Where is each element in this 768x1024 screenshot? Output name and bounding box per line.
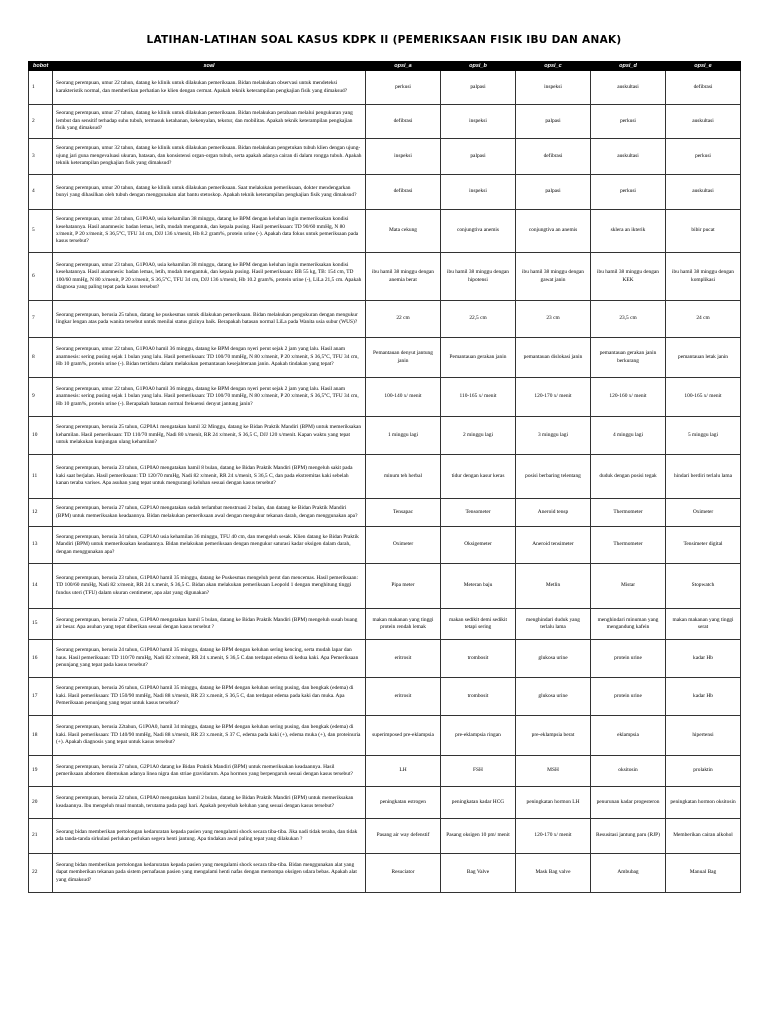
- table-row: [29, 139, 741, 175]
- option-a: makan makanan yang tinggi protein rendah lemak: [366, 609, 441, 640]
- question-table: [28, 61, 741, 893]
- option-b: inspeksi: [441, 175, 516, 210]
- table-row: [29, 455, 741, 499]
- option-d: Thermometer: [591, 499, 666, 527]
- option-c: palpasi: [516, 105, 591, 139]
- option-e: 100-165 x/ menit: [666, 378, 741, 417]
- option-c: Aneroid tensimeter: [516, 527, 591, 564]
- question-text: Seorang bidan memberikan pertolongan kedaruratan kepada pasien yang mengalami shock secara tiba-tiba. Jika nadi tidak teraba, dan tidak ada tanda-tanda sirkulasi perlukan perlukan segera henti jantung. Apa tindakan awal paling tepat yang dilakukan ?: [53, 819, 366, 854]
- option-d: protein urine: [591, 640, 666, 678]
- table-row: [29, 417, 741, 455]
- question-number: 17: [29, 678, 53, 716]
- option-c: 23 cm: [516, 301, 591, 338]
- question-text: Seorang perempuan, berusia 25 tahun, G2P0A1 mengatakan hamil 32 Minggu, datang ke Bidan Praktik Mandiri (BPM) untuk memeriksakan kehamilan. Hasil pemeriksaan: TD 110/70 mmHg, Nadi 80 x/menit, RR 24 x/menit, S 36,5 C, DJJ 120 x/menit. Kapan waktu yang tepat untuk melakukan kunjungan ulang kehamilan?: [53, 417, 366, 455]
- question-text: Seorang perempuan, umur 23 tahun, G1P0A0, usia kehamilan 38 minggu, datang ke BPM dengan keluhan ingin memeriksakan kondisi kesehatannya. Hasil anamnesis: badan lemas, letih, mudah mengantuk, dan kepala pusing. Hasil pemeriksaan: BB 55 kg, TB: 154 cm, TD 100/60 mmHg, N 80 x/menit, P 20 x/menit, S 36,5°C, TFU 34 cm, DJJ 136 x/menit, Hb 10.2 gram%, protein urine (-), LiLa 21,5 cm. Apakah diagnosa yang paling tepat pada kasus tersebut?: [53, 253, 366, 301]
- question-text: Seorang perempuan, umur 27 tahun, datang ke klinik untuk dilakukan pemeriksaan. Bidan melakukan perabaan melalui pengukuran yang lembut dan sensitif terhadap suhu tubuh, termasuk ketahanan, kekenyalan, tekstur, dan mobilitas. Apakah teknik keterampilan pengkajian fisik yang dimaksud?: [53, 105, 366, 139]
- table-row: [29, 175, 741, 210]
- option-d: perkusi: [591, 105, 666, 139]
- option-a: Pasang air way defenstif: [366, 819, 441, 854]
- option-d: penurunan kadar progesteron: [591, 787, 666, 819]
- question-text: Seorang perempuan, umur 22 tahun, datang ke klinik untuk dilakukan pemeriksaan. Bidan melakukan observasi untuk mendeteksi karakteristik normal, dan memberikan perhatian ke klien dengan cermat. Apakah teknik keterampilan pengkajian fisik yang dimaksud?: [53, 71, 366, 105]
- option-d: Ambubag: [591, 854, 666, 893]
- option-c: glukosa urine: [516, 678, 591, 716]
- option-b: trombosit: [441, 678, 516, 716]
- question-text: Seorang perempuan, berusia 23 tahun, G1P0A0 mengatakan hamil 8 bulan, datang ke Bidan Praktik Mandiri (BPM) mengeluh sakit pada kaki saat berjalan. Hasil pemeriksaan: TD 120/70 mmHg, Nadi 82 x/menit, RR 24 x/menit, S 36,5 C, dan pada ekstremitas kaki sebelah kanan teraba varises. Apa asuhan yang tepat untuk mengurangi keluhan sesuai dengan kasus tersebut?: [53, 455, 366, 499]
- question-text: Seorang perempuan, umur 22 tahun, G1P0A0 hamil 36 minggu, datang ke BPM dengan nyeri perut sejak 2 jam yang lalu. Hasil anam anamnesis: sering pusing sejak 1 bulan yang lalu. Hasil pemeriksaan: TD 100/70 mmHg, N 80 x/menit, P 20 x/menit, S 36,5°C, TFU 34 cm, Hb 10 gram%, protein urine (-). Bidan tertiduru dalam melakukan pemantauan kesejahteraan janin. Apakah tindakan yang tepat?: [53, 338, 366, 378]
- option-b: palpasi: [441, 139, 516, 175]
- option-e: prolaktin: [666, 756, 741, 787]
- option-a: defibrasi: [366, 105, 441, 139]
- option-c: glukosa urine: [516, 640, 591, 678]
- option-b: Bag Valve: [441, 854, 516, 893]
- question-number: 9: [29, 378, 53, 417]
- option-d: 4 minggu lagi: [591, 417, 666, 455]
- option-a: 22 cm: [366, 301, 441, 338]
- option-a: Pipa meter: [366, 564, 441, 609]
- question-number: 19: [29, 756, 53, 787]
- option-c: 120-170 x/ menit: [516, 819, 591, 854]
- option-b: FSH: [441, 756, 516, 787]
- option-a: LH: [366, 756, 441, 787]
- table-row: [29, 819, 741, 854]
- table-row: [29, 854, 741, 893]
- question-text: Seorang perempuan, berusia 23 tahun, G1P0A0 hamil 35 minggu, datang ke Puskesmas mengeluh perut dan mencemas. Hasil pemeriksaan: TD 100/60 mmHg, Nadi 82 x/menit, RR 24 x.menit, S 36,5 C. Bidan akan melakukan pemeriksaan Leopold 1 dengan menghitung tinggi fundus uteri (TFU) dalam ukuran centimeter, apa alat yang digunakan?: [53, 564, 366, 609]
- question-number: 12: [29, 499, 53, 527]
- question-number: 22: [29, 854, 53, 893]
- option-c: ibu hamil 38 minggu dengan gawat janin: [516, 253, 591, 301]
- question-text: Seorang perempuan, umur 22 tahun, G1P0A0 hamil 36 minggu, datang ke BPM dengan nyeri perut sejak 2 jam yang lalu. Hasil anam anamnesis: sering pusing sejak 1 bulan yang lalu. Hasil pemeriksaan: TD 100/70 mmHg, N 80 x/menit, P 20 x/menit, S 36,5°C, TFU 34 cm, Hb 10 gram%, protein urine (-). Berapakah batasan normal frekuensi denyut jantung janin?: [53, 378, 366, 417]
- option-b: 110-165 x/ menit: [441, 378, 516, 417]
- table-row: [29, 253, 741, 301]
- option-c: inspeksi: [516, 71, 591, 105]
- question-text: Seorang perempuan, umur 20 tahun, datang ke klinik untuk dilakukan pemeriksaan. Saat melakukan pemeriksaan, dokter mendengarkan bunyi yang dihasilkan oleh tubuh dengan menggunakan alat bantu stetoskop. Apakah teknik keterampilan pengkajian fisik yang dimaksud?: [53, 175, 366, 210]
- option-a: 1 minggu lagi: [366, 417, 441, 455]
- option-a: Resuciator: [366, 854, 441, 893]
- option-e: Manual Bag: [666, 854, 741, 893]
- question-number: 18: [29, 716, 53, 756]
- question-text: Seorang perempuan, berusia 34 tahun, G2P1A0 usia kehamilan 36 minggu, TFU 40 cm, dan mengeluh sesak. Klien datang ke Bidan Praktik Mandiri (BPM) untuk memeriksakan keadaannya. Bidan melakukan pemeriksaan dengan mengukur saturasi kadar oksigen dalam darah, dengan menggunakan apa?: [53, 527, 366, 564]
- option-a: perkusi: [366, 71, 441, 105]
- column-header-bobot: bobot: [29, 62, 53, 71]
- column-header-soal: soal: [53, 62, 366, 71]
- option-a: ibu hamil 38 minggu dengan anemia berat: [366, 253, 441, 301]
- question-text: Seorang bidan memberikan pertolongan kedaruratan kepada pasien yang mengalami shock secara tiba-tiba. Bidan menggunakan alat yang dapat memberikan tekanan pada sistem pernafasan pasien yang mengalami henti nafas dengan memompa oksigen udara bebas. Apakah alat yang dimaksud?: [53, 854, 366, 893]
- option-d: Resusitasi jantung paru (RJP): [591, 819, 666, 854]
- question-number: 8: [29, 338, 53, 378]
- question-text: Seorang perempuan, umur 32 tahun, datang ke klinik untuk dilakukan pemeriksaan. Bidan melakukan pengetukan tubuh klien dengan ujung-ujung jari guna mengevaluasi ukuran, batasan, dan konsistensi organ-organ tubuh, serta apakah adanya cairan di dalam rongga tubuh. Apakah teknik keterampilan pengkajian fisik yang dimaksud?: [53, 139, 366, 175]
- option-d: eklampsia: [591, 716, 666, 756]
- option-d: duduk dengan posisi tegak: [591, 455, 666, 499]
- option-c: menghindari duduk yang terlalu lama: [516, 609, 591, 640]
- question-number: 6: [29, 253, 53, 301]
- table-row: [29, 564, 741, 609]
- option-b: conjungtiva anemis: [441, 210, 516, 253]
- option-d: oksitosin: [591, 756, 666, 787]
- column-header-opsi-a: opsi_a: [366, 62, 441, 71]
- option-e: hipertensi: [666, 716, 741, 756]
- option-b: pre-eklampsia ringan: [441, 716, 516, 756]
- question-text: Seorang perempuan, berusia 27 tahun, G1P0A0 mengatakan hamil 5 bulan, datang ke Bidan Praktik Mandiri (BPM) mengeluh susah buang air besar. Apa asuhan yang tepat diberikan sesuai dengan kasus tersebut ?: [53, 609, 366, 640]
- option-c: MSH: [516, 756, 591, 787]
- table-row: [29, 210, 741, 253]
- option-b: Meteran baju: [441, 564, 516, 609]
- option-b: makan sedikit demi sedikit tetapi sering: [441, 609, 516, 640]
- table-row: [29, 609, 741, 640]
- question-text: Seorang perempuan, berusia 22 tahun, G1P0A0 mengatakan hamil 2 bulan, datang ke Bidan Praktik Mandiri (BPM) untuk memeriksakan keadaannya. Ibu mengeluh mual muntah, terutama pada pagi hari. Apakah penyebab keluhan yang sesuai dengan kasus tersebut?: [53, 787, 366, 819]
- option-e: Oximeter: [666, 499, 741, 527]
- option-e: ibu hamil 38 minggu dengan komplikasi: [666, 253, 741, 301]
- option-c: peningkatan hormon LH: [516, 787, 591, 819]
- option-b: 22,5 cm: [441, 301, 516, 338]
- option-b: Pasang oksigen 10 pm/ menit: [441, 819, 516, 854]
- option-e: pemantauan letak janin: [666, 338, 741, 378]
- option-c: Metlin: [516, 564, 591, 609]
- option-e: perkusi: [666, 139, 741, 175]
- option-a: eritrosit: [366, 678, 441, 716]
- column-header-opsi-b: opsi_b: [441, 62, 516, 71]
- column-header-opsi-e: opsi_e: [666, 62, 741, 71]
- option-c: Aneroid tensp: [516, 499, 591, 527]
- table-row: [29, 105, 741, 139]
- option-b: inspeksi: [441, 105, 516, 139]
- table-row: [29, 71, 741, 105]
- question-number: 15: [29, 609, 53, 640]
- option-d: perkusi: [591, 175, 666, 210]
- option-c: Mask Bag valve: [516, 854, 591, 893]
- option-e: Memberikan cairan alkohol: [666, 819, 741, 854]
- option-b: 2 minggu lagi: [441, 417, 516, 455]
- question-number: 4: [29, 175, 53, 210]
- question-number: 2: [29, 105, 53, 139]
- question-text: Seorang perempuan, berusia 26 tahun, G1P0A0 hamil 35 minggu, datang ke BPM dengan keluhan sering pusing, dan bengkak (edema) di kaki. Hasil pemeriksaan: TD 150/90 mmHg, Nadi 88 x/menit, RR 23 x.menit, S 36,5 C, dan terdapat edema pada kaki dan muka. Apa Pemeriksaan penunjang yang tepat untuk kasus tersebut?: [53, 678, 366, 716]
- option-e: Tensimeter digital: [666, 527, 741, 564]
- option-a: minum teh herbal: [366, 455, 441, 499]
- option-e: defibrasi: [666, 71, 741, 105]
- option-e: kadar Hb: [666, 678, 741, 716]
- option-c: conjungtiva an anemis: [516, 210, 591, 253]
- option-c: 120-170 x/ menit: [516, 378, 591, 417]
- option-a: defibrasi: [366, 175, 441, 210]
- option-a: Mata cekung: [366, 210, 441, 253]
- question-text: Seorang perempuan, umur 24 tahun, G1P0A0, usia kehamilan 38 minggu, datang ke BPM dengan keluhan ingin memeriksakan kondisi kesehatannya. Hasil anamnesis: badan lemas, letih, mudah mengantuk, dan kepala pusing. Hasil pemeriksaan: TD 90/60 mmHg, N 80 x/menit, P 20 x/menit, S 36,5°C, TFU 34 cm, DJJ 136 x/menit, Hb 8.2 gram%, protein urine (-). Apakah data fokus untuk pemeriksaan pada kasus tersebut?: [53, 210, 366, 253]
- option-b: Tensometer: [441, 499, 516, 527]
- question-text: Seorang perempuan, berusia 22tahun, G1P0A0, hamil 34 minggu, datang ke BPM dengan keluhan sering pusing, dan bengkak (edema) di kaki. Hasil pemeriksaan: TD 140/90 mmHg, Nadi 88 x/menit, RR 23 x.menit, S 37 C, edema pada kaki (+), edema muka (+), dan proteinuria (+). Apakah diagnosis yang tepat untuk kasus tersebut?: [53, 716, 366, 756]
- option-b: Pemantauan gerakan janin: [441, 338, 516, 378]
- question-number: 10: [29, 417, 53, 455]
- question-number: 5: [29, 210, 53, 253]
- question-number: 11: [29, 455, 53, 499]
- option-d: auskultasi: [591, 139, 666, 175]
- question-text: Seorang perempuan, berusia 25 tahun, datang ke puskesmas untuk dilakukan pemeriksaan. Bidan melakukan pengukuran dengan mengukur lingkar lengan atas pada wanita tersebut untuk menilai status gizinya baik. Berapakah batasan normal LiLa pada Wanita usia subur (WUS)?: [53, 301, 366, 338]
- option-e: bibir pucat: [666, 210, 741, 253]
- option-d: auskultasi: [591, 71, 666, 105]
- option-c: pemantauan dislokasi janin: [516, 338, 591, 378]
- question-number: 21: [29, 819, 53, 854]
- option-d: sklera an ikterik: [591, 210, 666, 253]
- option-e: Stopwatch: [666, 564, 741, 609]
- question-text: Seorang perempuan, berusia 24 tahun, G1P0A0 hamil 35 minggu, datang ke BPM dengan keluhan sering kencing, serta mudah lapar dan haus. Hasil pemeriksaan: TD 110/70 mmHg, Nadi 82 x/menit, RR 24 x.menit, S 36,5 C.dan terdapat edema di kedua kaki. Apa Pemeriksaan penunjang yang tepat pada kasus tersebut?: [53, 640, 366, 678]
- option-a: Tensapac: [366, 499, 441, 527]
- option-b: tidur dengan kasur keras: [441, 455, 516, 499]
- option-e: 5 minggu lagi: [666, 417, 741, 455]
- option-b: trombosit: [441, 640, 516, 678]
- option-c: palpasi: [516, 175, 591, 210]
- option-d: Thermometer: [591, 527, 666, 564]
- question-number: 20: [29, 787, 53, 819]
- question-number: 7: [29, 301, 53, 338]
- table-row: [29, 787, 741, 819]
- option-a: Pemantauan denyut jantung janin: [366, 338, 441, 378]
- table-row: [29, 338, 741, 378]
- option-e: auskultasi: [666, 105, 741, 139]
- column-header-opsi-c: opsi_c: [516, 62, 591, 71]
- option-a: 100-140 x/ menit: [366, 378, 441, 417]
- option-e: peningkatan hormon oksitosin: [666, 787, 741, 819]
- option-a: superimposed pre-eklampsia: [366, 716, 441, 756]
- question-number: 14: [29, 564, 53, 609]
- option-a: inspeksi: [366, 139, 441, 175]
- option-e: auskultasi: [666, 175, 741, 210]
- option-c: posisi berbaring telentang: [516, 455, 591, 499]
- option-b: Oksigemeter: [441, 527, 516, 564]
- option-c: defibrasi: [516, 139, 591, 175]
- column-header-opsi-d: opsi_d: [591, 62, 666, 71]
- option-d: pemantauan gerakan janin berkurang: [591, 338, 666, 378]
- table-row: [29, 527, 741, 564]
- option-d: 120-160 x/ menit: [591, 378, 666, 417]
- question-number: 3: [29, 139, 53, 175]
- header-row: [29, 62, 741, 71]
- option-d: Mistar: [591, 564, 666, 609]
- question-number: 1: [29, 71, 53, 105]
- question-number: 13: [29, 527, 53, 564]
- table-row: [29, 499, 741, 527]
- question-number: 16: [29, 640, 53, 678]
- option-a: eritrosit: [366, 640, 441, 678]
- option-d: menghindari minuman yang mengandung kafein: [591, 609, 666, 640]
- option-b: ibu hamil 38 minggu dengan hipotensi: [441, 253, 516, 301]
- question-text: Seorang perempuan, berusia 27 tahun, G2P1A0 datang ke Bidan Praktik Mandiri (BPM) untuk memeriksakan keadaannya. Hasil pemeriksaan abdomen ditemukan adanya linea nigra dan striae gravidarum. Apa hormon yang berpengaruh sesuai dengan kasus tersebut?: [53, 756, 366, 787]
- option-e: hindari berdiri terlalu lama: [666, 455, 741, 499]
- table-row: [29, 716, 741, 756]
- option-b: palpasi: [441, 71, 516, 105]
- option-b: peningkatan kadar HCG: [441, 787, 516, 819]
- option-e: 24 cm: [666, 301, 741, 338]
- question-text: Seorang perempuan, berusia 27 tahun, G2P1A0 mengatakan sudah terlambat menstruasi 2 bulan, dan datang ke Bidan Praktik Mandiri (BPM) untuk memeriksakan keadaannya. Bidan melakukan pemeriksaan awal dengan mengukur tekanan darah, dengan menggunakan apa?: [53, 499, 366, 527]
- option-e: makan makanan yang tinggi serat: [666, 609, 741, 640]
- table-row: [29, 301, 741, 338]
- page-title: LATIHAN-LATIHAN SOAL KASUS KDPK II (PEMERIKSAAN FISIK IBU DAN ANAK): [146, 34, 622, 46]
- option-d: 23,5 cm: [591, 301, 666, 338]
- option-c: pre-eklampsia berat: [516, 716, 591, 756]
- table-row: [29, 378, 741, 417]
- option-e: kadar Hb: [666, 640, 741, 678]
- option-c: 3 minggu lagi: [516, 417, 591, 455]
- table-row: [29, 640, 741, 678]
- option-d: protein urine: [591, 678, 666, 716]
- option-d: ibu hamil 38 minggu dengan KEK: [591, 253, 666, 301]
- table-row: [29, 756, 741, 787]
- table-row: [29, 678, 741, 716]
- option-a: peningkatan estrogen: [366, 787, 441, 819]
- option-a: Oximeter: [366, 527, 441, 564]
